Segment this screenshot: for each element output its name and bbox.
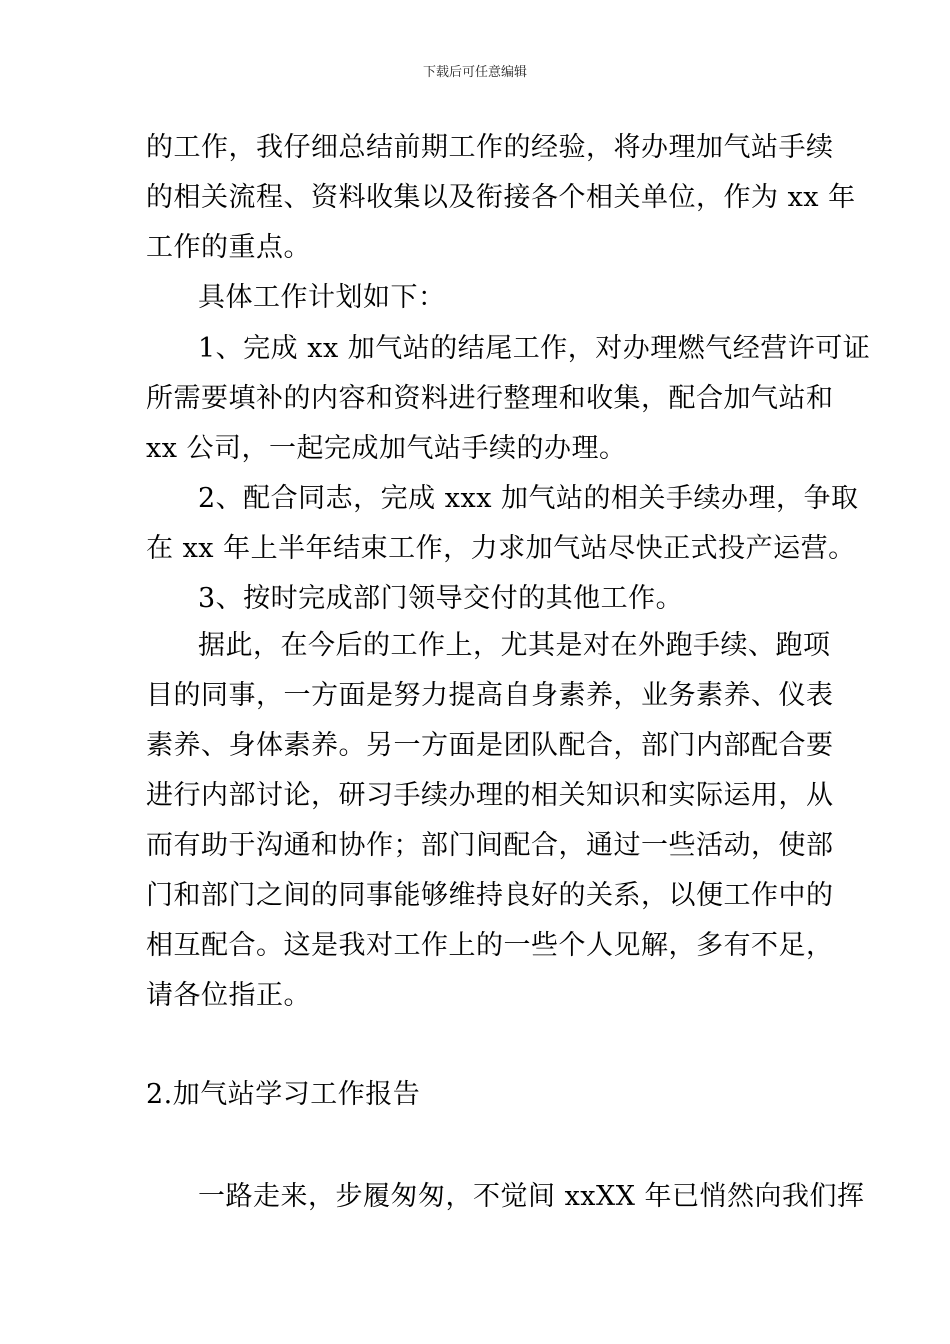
body-line: 在 xx 年上半年结束工作，力求加气站尽快正式投产运营。 — [146, 533, 856, 564]
body-line: 门和部门之间的同事能够维持良好的关系，以便工作中的 — [146, 880, 834, 911]
body-line: 目的同事，一方面是努力提高自身素养，业务素养、仪表 — [146, 680, 834, 711]
body-line: 据此，在今后的工作上，尤其是对在外跑手续、跑项 — [198, 630, 831, 661]
body-line: 2、配合同志，完成 xxx 加气站的相关手续办理，争取 — [198, 483, 859, 514]
body-line: 而有助于沟通和协作；部门间配合，通过一些活动，使部 — [146, 830, 834, 861]
body-line: 的相关流程、资料收集以及衔接各个相关单位，作为 xx 年 — [146, 182, 856, 213]
body-line: 进行内部讨论，研习手续办理的相关知识和实际运用，从 — [146, 780, 834, 811]
body-line: 的工作，我仔细总结前期工作的经验，将办理加气站手续 — [146, 132, 834, 163]
body-line: 所需要填补的内容和资料进行整理和收集，配合加气站和 — [146, 383, 834, 414]
page-header: 下载后可任意编辑 — [422, 65, 527, 80]
body-line: 具体工作计划如下： — [198, 282, 446, 313]
body-line: 素养、身体素养。另一方面是团队配合，部门内部配合要 — [146, 730, 834, 761]
body-line: 1、完成 xx 加气站的结尾工作，对办理燃气经营许可证 — [198, 333, 871, 364]
body-line: 3、按时完成部门领导交付的其他工作。 — [198, 583, 684, 614]
body-line: xx 公司，一起完成加气站手续的办理。 — [146, 433, 627, 464]
body-line: 一路走来，步履匆匆，不觉间 xxXX 年已悄然向我们挥 — [198, 1181, 865, 1212]
body-line: 相互配合。这是我对工作上的一些个人见解，多有不足， — [146, 930, 834, 961]
section-heading: 2.加气站学习工作报告 — [146, 1079, 421, 1110]
body-line: 请各位指正。 — [146, 980, 311, 1011]
body-line: 工作的重点。 — [146, 232, 311, 263]
